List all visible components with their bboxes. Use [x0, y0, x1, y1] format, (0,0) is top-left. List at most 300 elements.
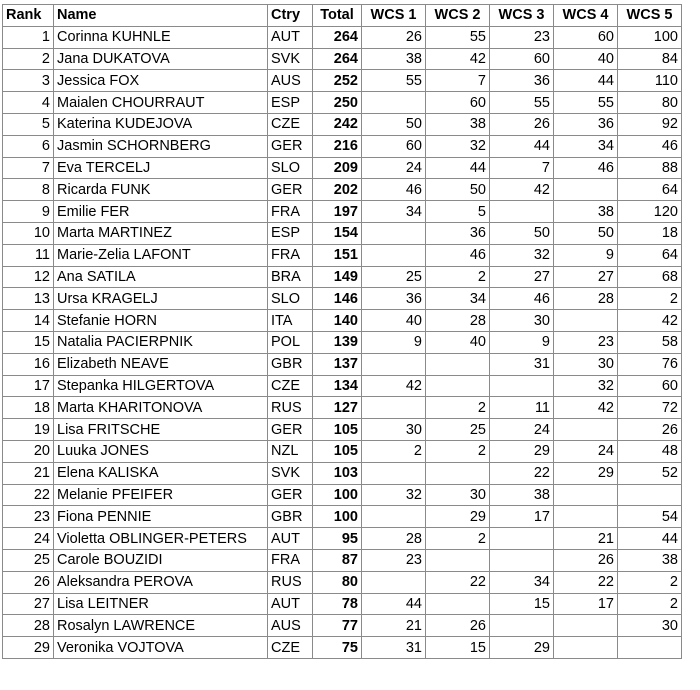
total-cell: 127: [313, 397, 362, 419]
table-row: [3, 244, 682, 266]
table-row: [3, 266, 682, 288]
wcs-2-cell: 36: [426, 222, 490, 244]
country-cell: GER: [268, 179, 313, 201]
table-row: [3, 615, 682, 637]
wcs-1-cell: 21: [362, 615, 426, 637]
wcs-1-cell: 23: [362, 549, 426, 571]
name-cell: Emilie FER: [54, 201, 268, 223]
wcs-1-cell: 40: [362, 310, 426, 332]
rank-cell: 18: [3, 397, 54, 419]
table-row: [3, 288, 682, 310]
rank-cell: 2: [3, 48, 54, 70]
wcs-1-cell: 46: [362, 179, 426, 201]
wcs-4-cell: 60: [554, 26, 618, 48]
wcs-1-cell: [362, 222, 426, 244]
wcs-2-cell: 50: [426, 179, 490, 201]
wcs-5-cell: 88: [618, 157, 682, 179]
table-row: [3, 506, 682, 528]
rank-cell: 13: [3, 288, 54, 310]
wcs-2-cell: 2: [426, 397, 490, 419]
wcs-2-cell: [426, 353, 490, 375]
rank-cell: 5: [3, 113, 54, 135]
header-total: Total: [313, 5, 362, 27]
wcs-5-cell: 92: [618, 113, 682, 135]
wcs-2-cell: 42: [426, 48, 490, 70]
wcs-5-cell: 2: [618, 288, 682, 310]
wcs-2-cell: 46: [426, 244, 490, 266]
rank-cell: 17: [3, 375, 54, 397]
wcs-1-cell: 55: [362, 70, 426, 92]
total-cell: 137: [313, 353, 362, 375]
wcs-5-cell: 80: [618, 92, 682, 114]
total-cell: 264: [313, 26, 362, 48]
total-cell: 103: [313, 462, 362, 484]
table-row: [3, 353, 682, 375]
table-row: [3, 375, 682, 397]
table-row: [3, 419, 682, 441]
wcs-5-cell: [618, 637, 682, 659]
total-cell: 202: [313, 179, 362, 201]
total-cell: 146: [313, 288, 362, 310]
header-wcs-2: WCS 2: [426, 5, 490, 27]
wcs-3-cell: 11: [490, 397, 554, 419]
wcs-2-cell: 7: [426, 70, 490, 92]
rank-cell: 4: [3, 92, 54, 114]
name-cell: Marie-Zelia LAFONT: [54, 244, 268, 266]
wcs-4-cell: [554, 484, 618, 506]
name-cell: Jessica FOX: [54, 70, 268, 92]
table-row: [3, 484, 682, 506]
wcs-4-cell: 38: [554, 201, 618, 223]
wcs-1-cell: 36: [362, 288, 426, 310]
rank-cell: 24: [3, 528, 54, 550]
wcs-2-cell: 30: [426, 484, 490, 506]
total-cell: 78: [313, 593, 362, 615]
total-cell: 100: [313, 484, 362, 506]
wcs-1-cell: 34: [362, 201, 426, 223]
wcs-3-cell: 31: [490, 353, 554, 375]
wcs-4-cell: 46: [554, 157, 618, 179]
wcs-4-cell: [554, 419, 618, 441]
wcs-1-cell: 60: [362, 135, 426, 157]
wcs-3-cell: 15: [490, 593, 554, 615]
wcs-4-cell: [554, 506, 618, 528]
wcs-4-cell: 40: [554, 48, 618, 70]
country-cell: FRA: [268, 244, 313, 266]
total-cell: 139: [313, 331, 362, 353]
wcs-2-cell: 25: [426, 419, 490, 441]
name-cell: Melanie PFEIFER: [54, 484, 268, 506]
wcs-4-cell: 23: [554, 331, 618, 353]
name-cell: Ricarda FUNK: [54, 179, 268, 201]
name-cell: Eva TERCELJ: [54, 157, 268, 179]
country-cell: ESP: [268, 222, 313, 244]
country-cell: GBR: [268, 506, 313, 528]
wcs-3-cell: [490, 615, 554, 637]
table-row: [3, 157, 682, 179]
wcs-2-cell: [426, 593, 490, 615]
wcs-4-cell: 29: [554, 462, 618, 484]
name-cell: Violetta OBLINGER-PETERS: [54, 528, 268, 550]
wcs-5-cell: 44: [618, 528, 682, 550]
header-wcs-3: WCS 3: [490, 5, 554, 27]
country-cell: GER: [268, 419, 313, 441]
wcs-2-cell: 29: [426, 506, 490, 528]
table-row: [3, 26, 682, 48]
wcs-4-cell: 26: [554, 549, 618, 571]
rank-cell: 12: [3, 266, 54, 288]
wcs-2-cell: [426, 462, 490, 484]
wcs-3-cell: 7: [490, 157, 554, 179]
country-cell: CZE: [268, 113, 313, 135]
wcs-4-cell: 32: [554, 375, 618, 397]
header-country: Ctry: [268, 5, 313, 27]
table-row: [3, 593, 682, 615]
country-cell: POL: [268, 331, 313, 353]
country-cell: AUS: [268, 615, 313, 637]
total-cell: 264: [313, 48, 362, 70]
name-cell: Marta MARTINEZ: [54, 222, 268, 244]
total-cell: 77: [313, 615, 362, 637]
wcs-3-cell: 50: [490, 222, 554, 244]
wcs-4-cell: [554, 179, 618, 201]
wcs-1-cell: [362, 571, 426, 593]
wcs-2-cell: 26: [426, 615, 490, 637]
country-cell: GER: [268, 484, 313, 506]
wcs-2-cell: 22: [426, 571, 490, 593]
wcs-3-cell: 29: [490, 637, 554, 659]
wcs-1-cell: 2: [362, 440, 426, 462]
wcs-5-cell: 60: [618, 375, 682, 397]
wcs-3-cell: 36: [490, 70, 554, 92]
table-row: [3, 440, 682, 462]
wcs-2-cell: 55: [426, 26, 490, 48]
total-cell: 149: [313, 266, 362, 288]
wcs-2-cell: 34: [426, 288, 490, 310]
header-wcs-5: WCS 5: [618, 5, 682, 27]
wcs-5-cell: 58: [618, 331, 682, 353]
rank-cell: 25: [3, 549, 54, 571]
total-cell: 242: [313, 113, 362, 135]
country-cell: CZE: [268, 637, 313, 659]
rank-cell: 19: [3, 419, 54, 441]
rank-cell: 21: [3, 462, 54, 484]
table-row: [3, 201, 682, 223]
total-cell: 87: [313, 549, 362, 571]
country-cell: SVK: [268, 462, 313, 484]
wcs-4-cell: [554, 615, 618, 637]
total-cell: 252: [313, 70, 362, 92]
total-cell: 197: [313, 201, 362, 223]
wcs-5-cell: [618, 484, 682, 506]
wcs-3-cell: 26: [490, 113, 554, 135]
wcs-2-cell: 15: [426, 637, 490, 659]
total-cell: 105: [313, 440, 362, 462]
rank-cell: 22: [3, 484, 54, 506]
total-cell: 100: [313, 506, 362, 528]
country-cell: SVK: [268, 48, 313, 70]
wcs-5-cell: 30: [618, 615, 682, 637]
name-cell: Ana SATILA: [54, 266, 268, 288]
wcs-3-cell: 44: [490, 135, 554, 157]
country-cell: SLO: [268, 288, 313, 310]
name-cell: Rosalyn LAWRENCE: [54, 615, 268, 637]
wcs-4-cell: 24: [554, 440, 618, 462]
wcs-2-cell: 60: [426, 92, 490, 114]
header-wcs-1: WCS 1: [362, 5, 426, 27]
wcs-5-cell: 26: [618, 419, 682, 441]
table-row: [3, 637, 682, 659]
table-row: [3, 70, 682, 92]
rank-cell: 10: [3, 222, 54, 244]
rank-cell: 7: [3, 157, 54, 179]
wcs-4-cell: 17: [554, 593, 618, 615]
wcs-4-cell: 27: [554, 266, 618, 288]
wcs-1-cell: [362, 462, 426, 484]
wcs-5-cell: 64: [618, 179, 682, 201]
wcs-5-cell: 48: [618, 440, 682, 462]
wcs-1-cell: 50: [362, 113, 426, 135]
total-cell: 154: [313, 222, 362, 244]
wcs-2-cell: 5: [426, 201, 490, 223]
wcs-5-cell: 84: [618, 48, 682, 70]
table-row: [3, 397, 682, 419]
wcs-4-cell: 42: [554, 397, 618, 419]
rank-cell: 29: [3, 637, 54, 659]
wcs-5-cell: 110: [618, 70, 682, 92]
wcs-1-cell: 32: [362, 484, 426, 506]
total-cell: 216: [313, 135, 362, 157]
table-row: [3, 222, 682, 244]
wcs-1-cell: 24: [362, 157, 426, 179]
name-cell: Elizabeth NEAVE: [54, 353, 268, 375]
name-cell: Stepanka HILGERTOVA: [54, 375, 268, 397]
wcs-3-cell: 9: [490, 331, 554, 353]
header-name: Name: [54, 5, 268, 27]
wcs-2-cell: 44: [426, 157, 490, 179]
wcs-3-cell: 60: [490, 48, 554, 70]
name-cell: Maialen CHOURRAUT: [54, 92, 268, 114]
table-row: [3, 135, 682, 157]
country-cell: ITA: [268, 310, 313, 332]
standings-table: [2, 4, 682, 659]
wcs-1-cell: [362, 353, 426, 375]
wcs-3-cell: 38: [490, 484, 554, 506]
country-cell: FRA: [268, 201, 313, 223]
country-cell: ESP: [268, 92, 313, 114]
wcs-3-cell: 23: [490, 26, 554, 48]
wcs-3-cell: 42: [490, 179, 554, 201]
name-cell: Stefanie HORN: [54, 310, 268, 332]
country-cell: FRA: [268, 549, 313, 571]
table-row: [3, 310, 682, 332]
wcs-3-cell: 55: [490, 92, 554, 114]
name-cell: Lisa FRITSCHE: [54, 419, 268, 441]
country-cell: NZL: [268, 440, 313, 462]
wcs-2-cell: 2: [426, 528, 490, 550]
rank-cell: 8: [3, 179, 54, 201]
rank-cell: 20: [3, 440, 54, 462]
country-cell: SLO: [268, 157, 313, 179]
table-row: [3, 113, 682, 135]
name-cell: Veronika VOJTOVA: [54, 637, 268, 659]
wcs-2-cell: 40: [426, 331, 490, 353]
total-cell: 250: [313, 92, 362, 114]
wcs-4-cell: 36: [554, 113, 618, 135]
rank-cell: 28: [3, 615, 54, 637]
wcs-1-cell: 42: [362, 375, 426, 397]
wcs-2-cell: 38: [426, 113, 490, 135]
wcs-5-cell: 120: [618, 201, 682, 223]
name-cell: Fiona PENNIE: [54, 506, 268, 528]
country-cell: AUS: [268, 70, 313, 92]
name-cell: Carole BOUZIDI: [54, 549, 268, 571]
wcs-3-cell: 46: [490, 288, 554, 310]
wcs-4-cell: 21: [554, 528, 618, 550]
header-wcs-4: WCS 4: [554, 5, 618, 27]
table-body: [3, 26, 682, 658]
wcs-5-cell: 42: [618, 310, 682, 332]
wcs-1-cell: 9: [362, 331, 426, 353]
rank-cell: 15: [3, 331, 54, 353]
wcs-4-cell: 50: [554, 222, 618, 244]
name-cell: Katerina KUDEJOVA: [54, 113, 268, 135]
wcs-3-cell: [490, 375, 554, 397]
wcs-3-cell: 30: [490, 310, 554, 332]
table-row: [3, 462, 682, 484]
wcs-5-cell: 72: [618, 397, 682, 419]
country-cell: RUS: [268, 397, 313, 419]
wcs-2-cell: [426, 549, 490, 571]
wcs-5-cell: 38: [618, 549, 682, 571]
wcs-4-cell: 28: [554, 288, 618, 310]
rank-cell: 27: [3, 593, 54, 615]
wcs-4-cell: 22: [554, 571, 618, 593]
name-cell: Jasmin SCHORNBERG: [54, 135, 268, 157]
name-cell: Aleksandra PEROVA: [54, 571, 268, 593]
total-cell: 75: [313, 637, 362, 659]
total-cell: 95: [313, 528, 362, 550]
rank-cell: 14: [3, 310, 54, 332]
wcs-1-cell: 38: [362, 48, 426, 70]
wcs-3-cell: 22: [490, 462, 554, 484]
rank-cell: 16: [3, 353, 54, 375]
country-cell: GER: [268, 135, 313, 157]
wcs-1-cell: [362, 244, 426, 266]
wcs-5-cell: 52: [618, 462, 682, 484]
rank-cell: 23: [3, 506, 54, 528]
country-cell: AUT: [268, 593, 313, 615]
wcs-5-cell: 76: [618, 353, 682, 375]
wcs-4-cell: 9: [554, 244, 618, 266]
wcs-1-cell: 30: [362, 419, 426, 441]
wcs-2-cell: 2: [426, 440, 490, 462]
wcs-1-cell: [362, 397, 426, 419]
wcs-3-cell: [490, 528, 554, 550]
wcs-5-cell: 2: [618, 593, 682, 615]
wcs-1-cell: 31: [362, 637, 426, 659]
rank-cell: 3: [3, 70, 54, 92]
wcs-2-cell: 28: [426, 310, 490, 332]
wcs-1-cell: 28: [362, 528, 426, 550]
country-cell: RUS: [268, 571, 313, 593]
total-cell: 140: [313, 310, 362, 332]
table-row: [3, 92, 682, 114]
name-cell: Corinna KUHNLE: [54, 26, 268, 48]
name-cell: Natalia PACIERPNIK: [54, 331, 268, 353]
name-cell: Lisa LEITNER: [54, 593, 268, 615]
wcs-4-cell: 55: [554, 92, 618, 114]
wcs-1-cell: 26: [362, 26, 426, 48]
wcs-5-cell: 64: [618, 244, 682, 266]
rank-cell: 26: [3, 571, 54, 593]
total-cell: 134: [313, 375, 362, 397]
wcs-2-cell: 2: [426, 266, 490, 288]
wcs-5-cell: 100: [618, 26, 682, 48]
name-cell: Luuka JONES: [54, 440, 268, 462]
table-row: [3, 179, 682, 201]
total-cell: 151: [313, 244, 362, 266]
total-cell: 105: [313, 419, 362, 441]
wcs-2-cell: [426, 375, 490, 397]
wcs-4-cell: 34: [554, 135, 618, 157]
total-cell: 80: [313, 571, 362, 593]
rank-cell: 11: [3, 244, 54, 266]
wcs-3-cell: 27: [490, 266, 554, 288]
wcs-4-cell: 44: [554, 70, 618, 92]
header-row: [3, 5, 682, 27]
country-cell: CZE: [268, 375, 313, 397]
table-row: [3, 571, 682, 593]
table-row: [3, 528, 682, 550]
wcs-4-cell: [554, 310, 618, 332]
wcs-5-cell: 2: [618, 571, 682, 593]
table-row: [3, 549, 682, 571]
wcs-3-cell: 34: [490, 571, 554, 593]
wcs-1-cell: 44: [362, 593, 426, 615]
wcs-5-cell: 68: [618, 266, 682, 288]
rank-cell: 6: [3, 135, 54, 157]
name-cell: Marta KHARITONOVA: [54, 397, 268, 419]
wcs-4-cell: 30: [554, 353, 618, 375]
name-cell: Ursa KRAGELJ: [54, 288, 268, 310]
wcs-5-cell: 18: [618, 222, 682, 244]
name-cell: Elena KALISKA: [54, 462, 268, 484]
wcs-5-cell: 54: [618, 506, 682, 528]
country-cell: GBR: [268, 353, 313, 375]
wcs-1-cell: 25: [362, 266, 426, 288]
total-cell: 209: [313, 157, 362, 179]
table-row: [3, 48, 682, 70]
header-rank: Rank: [3, 5, 54, 27]
table-row: [3, 331, 682, 353]
rank-cell: 9: [3, 201, 54, 223]
wcs-3-cell: 24: [490, 419, 554, 441]
name-cell: Jana DUKATOVA: [54, 48, 268, 70]
country-cell: BRA: [268, 266, 313, 288]
wcs-1-cell: [362, 506, 426, 528]
wcs-5-cell: 46: [618, 135, 682, 157]
country-cell: AUT: [268, 528, 313, 550]
wcs-3-cell: [490, 201, 554, 223]
rank-cell: 1: [3, 26, 54, 48]
wcs-4-cell: [554, 637, 618, 659]
wcs-1-cell: [362, 92, 426, 114]
wcs-2-cell: 32: [426, 135, 490, 157]
wcs-3-cell: 17: [490, 506, 554, 528]
country-cell: AUT: [268, 26, 313, 48]
wcs-3-cell: 32: [490, 244, 554, 266]
